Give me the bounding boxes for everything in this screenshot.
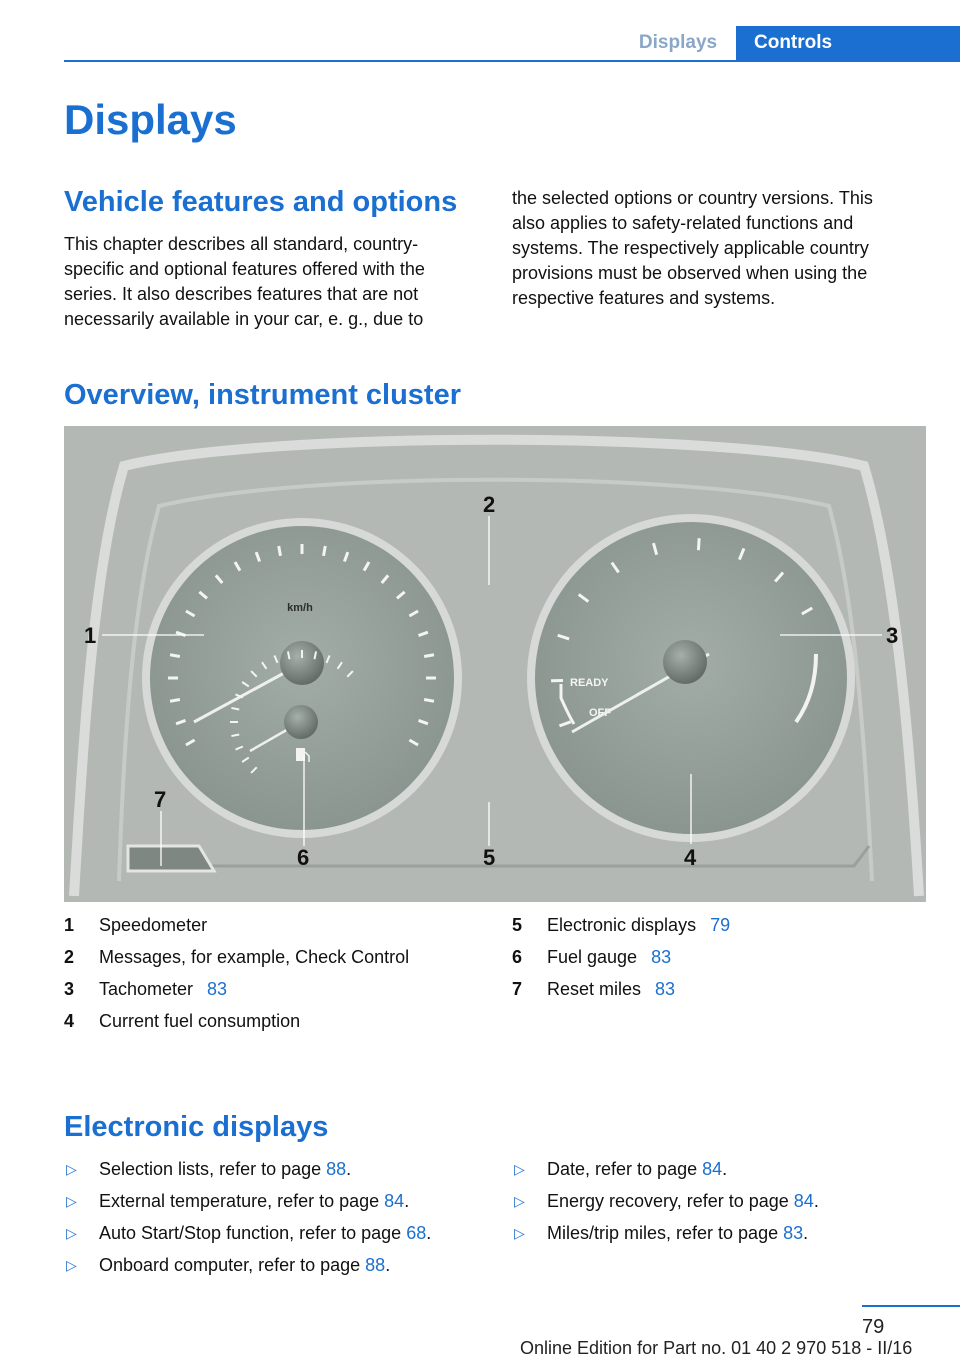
bullet-triangle-icon: ▷ — [514, 1161, 525, 1177]
refer-text: , refer to page — [267, 1191, 385, 1211]
legend-number: 2 — [64, 947, 75, 967]
vehicle-features-text-left — [64, 232, 425, 332]
heading-electronic-displays: Electronic displays — [64, 1111, 329, 1143]
refer-text: , refer to page — [248, 1255, 366, 1275]
speedometer-dial — [142, 518, 462, 838]
text-line: This chapter describes all standard, country- — [64, 234, 419, 254]
ready-label: READY — [570, 677, 609, 689]
heading-instrument-cluster: Overview, instrument cluster — [64, 379, 462, 411]
text-line: series. It also describes features that are not — [64, 284, 419, 304]
legend-number: 5 — [512, 915, 523, 935]
bullet-triangle-icon: ▷ — [66, 1225, 77, 1241]
list-item-label: Selection lists — [99, 1159, 210, 1179]
speedometer-unit-label: km/h — [287, 602, 313, 614]
gauge-tick — [170, 700, 180, 702]
reset-miles-button — [128, 846, 214, 871]
text-line: the selected options or country versions. This — [512, 188, 873, 208]
callout-4: 4 — [684, 845, 697, 870]
page-link[interactable]: 83 — [783, 1223, 804, 1243]
instrument-cluster-illustration — [64, 426, 926, 902]
page-title: Displays — [64, 96, 237, 143]
gauge-tick — [324, 546, 326, 556]
speedometer-hub — [280, 641, 324, 685]
text-line: also applies to safety-related functions and — [512, 213, 854, 233]
page-link[interactable]: 84 — [384, 1191, 405, 1211]
gauge-tick — [170, 655, 180, 657]
tachometer-hub — [663, 640, 707, 684]
bullet-triangle-icon: ▷ — [514, 1225, 525, 1241]
callout-5: 5 — [483, 845, 496, 870]
page-link[interactable]: 88 — [326, 1159, 347, 1179]
refer-text: , refer to page — [676, 1191, 794, 1211]
footer-rule — [862, 1305, 960, 1307]
text-line: provisions must be observed when using the — [512, 263, 868, 283]
legend-label: Current fuel consumption — [99, 1011, 301, 1031]
off-label: OFF — [589, 707, 611, 719]
text-line: systems. The respectively applicable country — [512, 238, 869, 258]
legend-label — [99, 977, 227, 1001]
list-item-label: Date — [547, 1159, 586, 1179]
legend-label — [547, 913, 730, 937]
legend-label: Speedometer — [99, 915, 208, 935]
legend-label — [547, 977, 675, 1001]
text-line: respective features and systems. — [512, 288, 776, 308]
list-item-text: Onboard computer, refer to page 88. — [99, 1255, 391, 1275]
callout-7: 7 — [154, 787, 167, 812]
page-link[interactable]: 68 — [406, 1223, 427, 1243]
page-link[interactable]: 84 — [702, 1159, 723, 1179]
gauge-tick — [424, 700, 434, 702]
legend-number: 3 — [64, 979, 75, 999]
vehicle-features-text-right — [512, 186, 873, 311]
header-rule — [64, 60, 960, 62]
bullet-triangle-icon: ▷ — [66, 1257, 77, 1273]
gauge-tick — [424, 655, 434, 657]
instrument-cluster-figure — [64, 426, 926, 902]
page-link[interactable]: 83 — [207, 979, 228, 999]
bullet-triangle-icon: ▷ — [66, 1161, 77, 1177]
legend-number: 6 — [512, 947, 523, 967]
page-link[interactable]: 83 — [651, 947, 672, 967]
page-link[interactable]: 88 — [365, 1255, 386, 1275]
chapter-tab-controls: Controls — [736, 26, 960, 62]
refer-text: , refer to page — [289, 1223, 407, 1243]
callout-2: 2 — [483, 492, 496, 517]
callout-3: 3 — [886, 623, 899, 648]
callout-1: 1 — [84, 623, 97, 648]
edition-note: Online Edition for Part no. 01 40 2 970 518 - II/16 — [520, 1338, 913, 1358]
legend-number: 7 — [512, 979, 523, 999]
refer-text: , refer to page — [585, 1159, 703, 1179]
list-item-text: Date, refer to page 84. — [547, 1159, 728, 1179]
legend-label-text: Fuel gauge — [547, 947, 638, 967]
legend-label — [547, 945, 671, 969]
legend-label-text: Tachometer — [99, 979, 194, 999]
page-link[interactable]: 79 — [710, 915, 731, 935]
list-item-text: Miles/trip miles, refer to page 83. — [547, 1223, 809, 1243]
list-item-text: External temperature, refer to page 84. — [99, 1191, 410, 1211]
gauge-tick — [698, 538, 699, 550]
legend-label-text: Reset miles — [547, 979, 642, 999]
list-item-label: Onboard computer — [99, 1255, 249, 1275]
bullet-triangle-icon: ▷ — [514, 1193, 525, 1209]
list-item-label: External temperature — [99, 1191, 268, 1211]
refer-text: , refer to page — [209, 1159, 327, 1179]
page-number: 79 — [862, 1316, 885, 1338]
callout-6: 6 — [297, 845, 310, 870]
legend-label: Messages, for example, Check Control — [99, 947, 410, 967]
list-item-label: Miles/trip miles — [547, 1223, 667, 1243]
list-item-label: Energy recovery — [547, 1191, 677, 1211]
heading-vehicle-features: Vehicle features and options — [64, 186, 458, 218]
legend-number: 4 — [64, 1011, 75, 1031]
text-line: necessarily available in your car, e. g., due to — [64, 309, 424, 329]
legend-label-text: Electronic displays — [547, 915, 697, 935]
list-item-label: Auto Start/Stop function — [99, 1223, 290, 1243]
gauge-tick — [279, 546, 281, 556]
list-item-text: Selection lists, refer to page 88. — [99, 1159, 352, 1179]
list-item-text: Auto Start/Stop function, refer to page 68. — [99, 1223, 432, 1243]
bullet-triangle-icon: ▷ — [66, 1193, 77, 1209]
list-item-text: Energy recovery, refer to page 84. — [547, 1191, 819, 1211]
refer-text: , refer to page — [666, 1223, 784, 1243]
fuel-gauge-hub — [284, 705, 318, 739]
page-link[interactable]: 84 — [793, 1191, 814, 1211]
section-tab-displays: Displays — [638, 32, 718, 53]
text-line: specific and optional features offered with the — [64, 259, 425, 279]
page-link[interactable]: 83 — [655, 979, 676, 999]
legend-number: 1 — [64, 915, 75, 935]
